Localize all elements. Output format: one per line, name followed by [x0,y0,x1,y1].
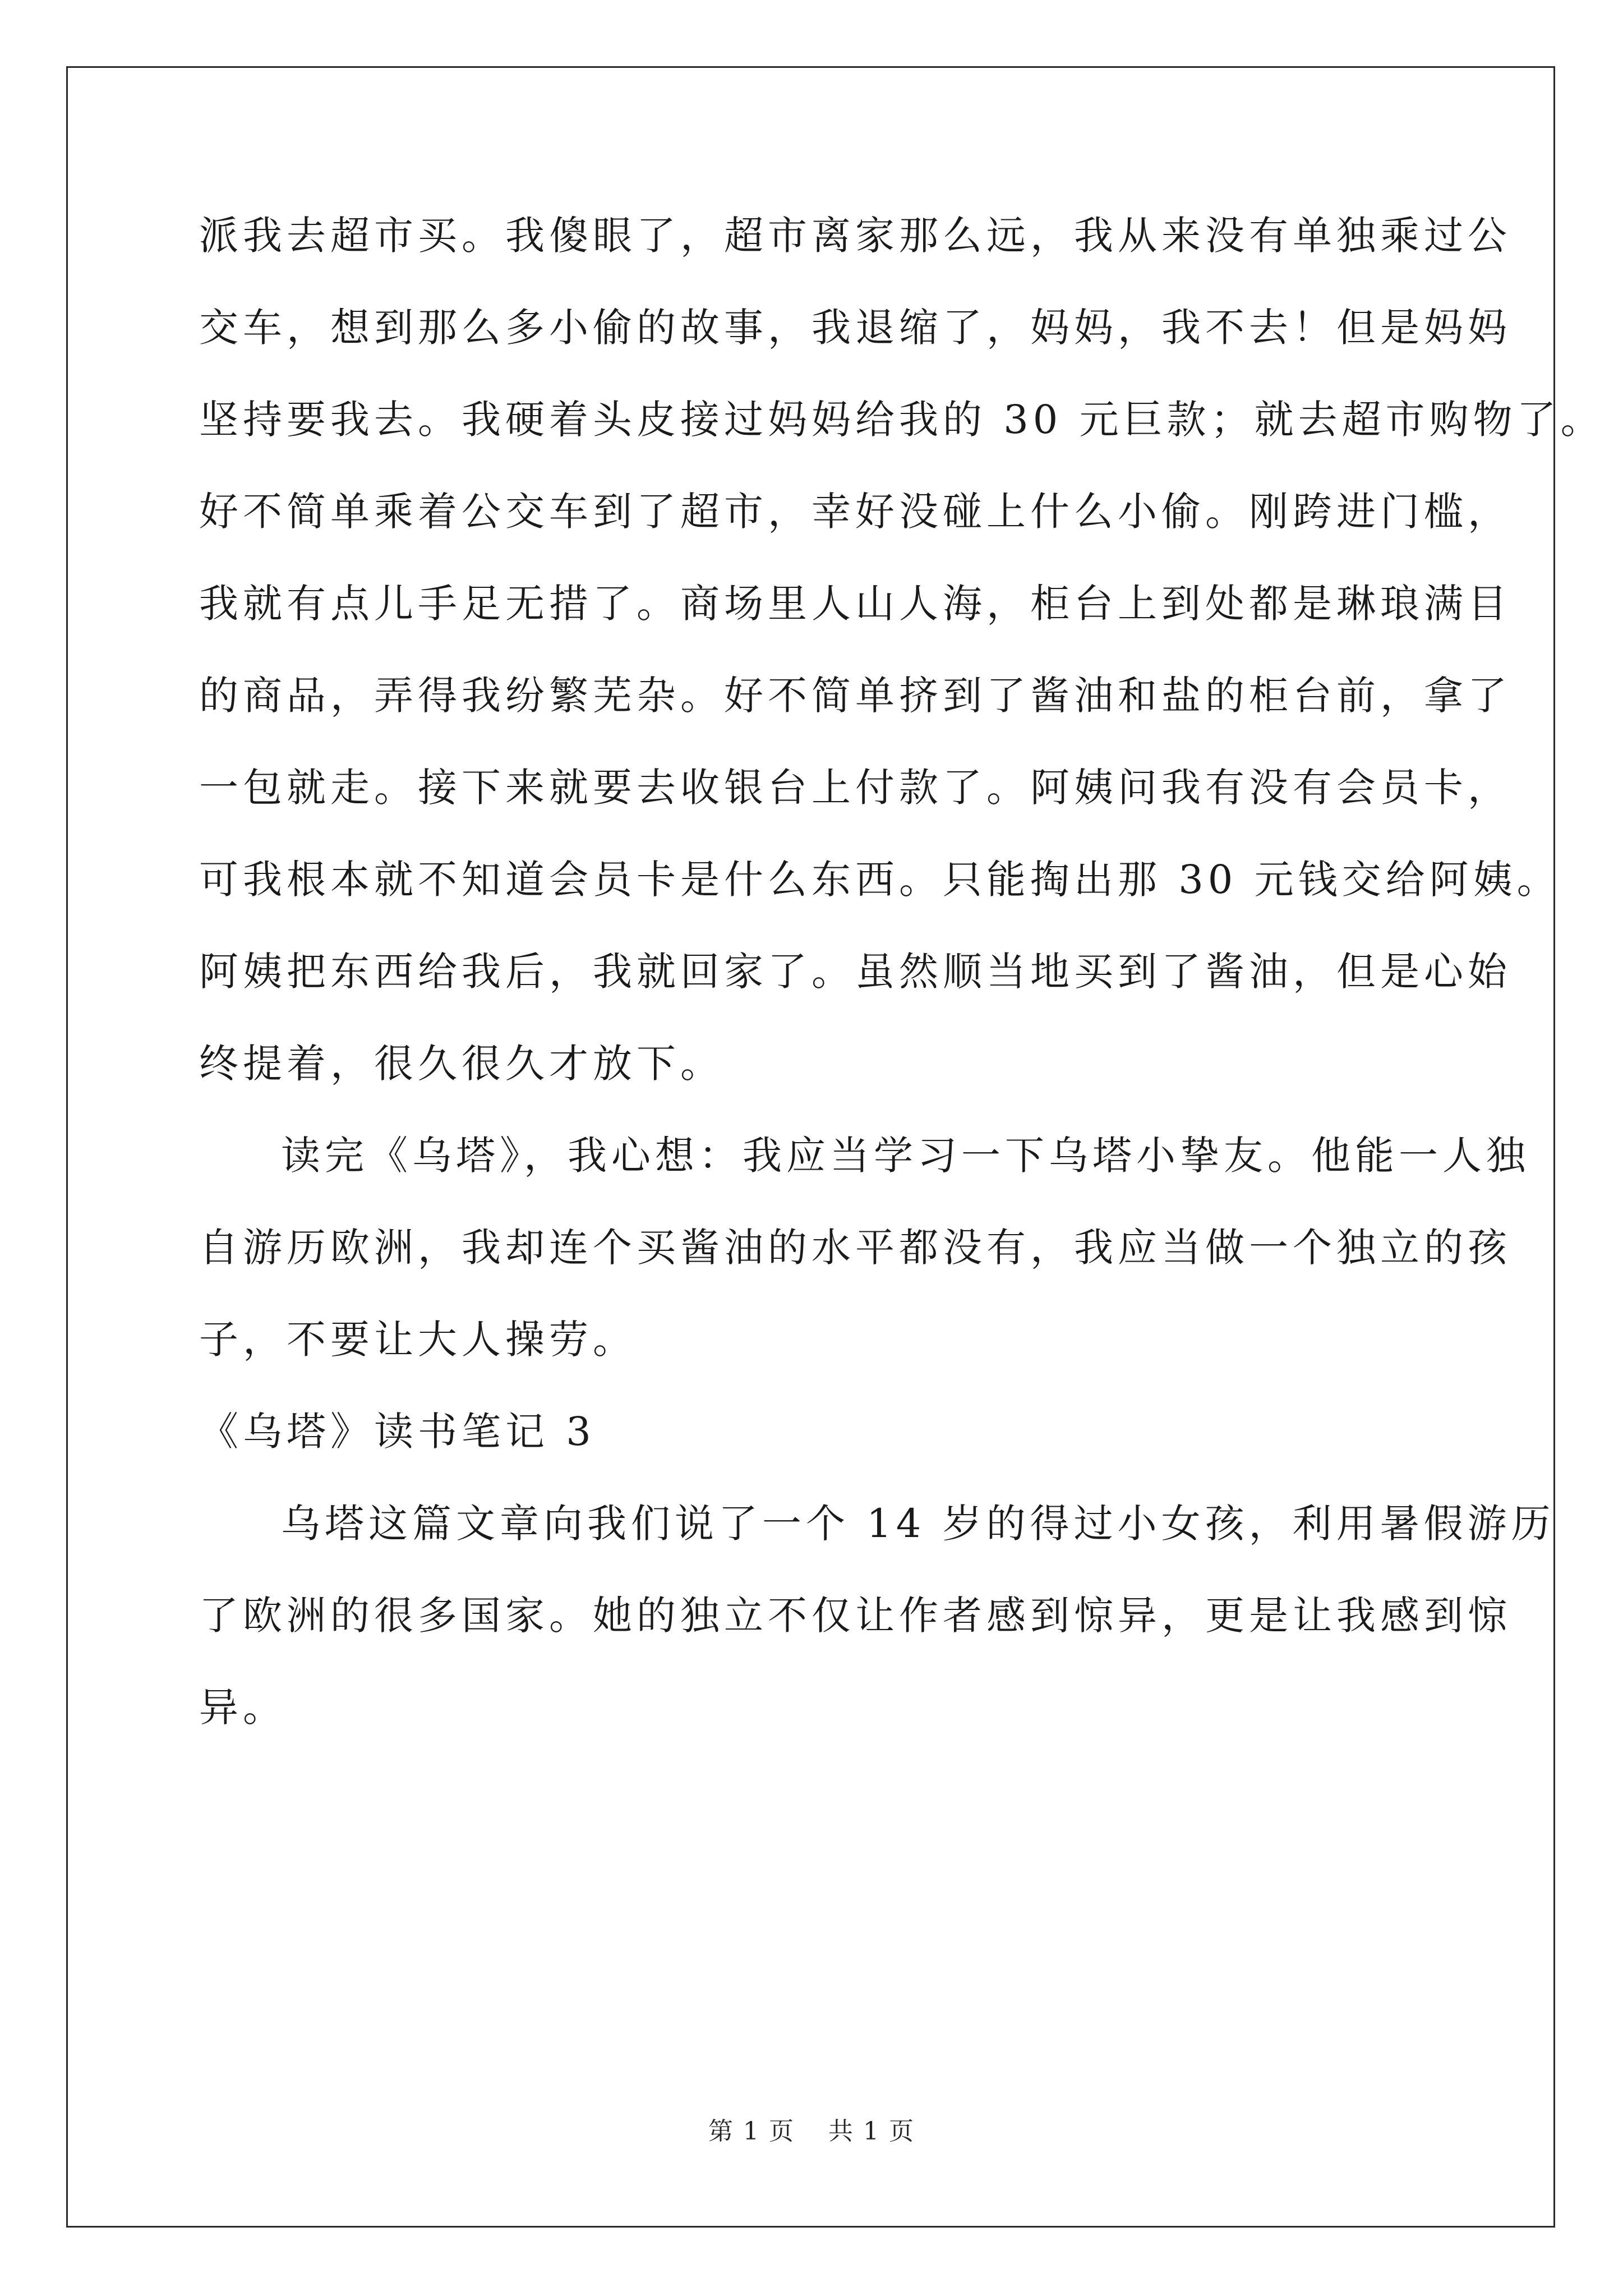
text-line-17: 异。 [199,1685,287,1731]
text-line-10: 终提着，很久很久才放下。 [199,1041,724,1087]
text-line-7: 一包就走。接下来就要去收银台上付款了。阿姨问我有没有会员卡， [199,765,1511,811]
text-line-8: 可我根本就不知道会员卡是什么东西。只能掏出那 30 元钱交给阿姨。 [199,857,1561,903]
text-line-5: 我就有点儿手足无措了。商场里人山人海，柜台上到处都是琳琅满目 [199,581,1511,627]
page-footer [0,2118,1623,2146]
text-line-15: 乌塔这篇文章向我们说了一个 14 岁的得过小女孩，利用暑假游历 [281,1501,1555,1547]
text-line-13: 子，不要让大人操劳。 [199,1317,637,1363]
text-line-9: 阿姨把东西给我后，我就回家了。虽然顺当地买到了酱油，但是心始 [199,949,1511,995]
text-line-1: 派我去超市买。我傻眼了，超市离家那么远，我从来没有单独乘过公 [199,213,1511,259]
page-number: 第 1 页 [708,2117,795,2146]
text-line-3: 坚持要我去。我硬着头皮接过妈妈给我的 30 元巨款；就去超市购物了。 [199,397,1604,443]
text-line-4: 好不简单乘着公交车到了超市，幸好没碰上什么小偷。刚跨进门槛， [199,489,1511,535]
text-line-6: 的商品，弄得我纷繁芜杂。好不简单挤到了酱油和盐的柜台前，拿了 [199,673,1511,719]
text-line-2: 交车，想到那么多小偷的故事，我退缩了，妈妈，我不去！但是妈妈 [199,305,1511,351]
text-line-16: 了欧洲的很多国家。她的独立不仅让作者感到惊异，更是让我感到惊 [199,1593,1511,1639]
section-heading: 《乌塔》读书笔记 3 [199,1409,596,1455]
text-line-12: 自游历欧洲，我却连个买酱油的水平都没有，我应当做一个独立的孩 [199,1225,1511,1271]
text-line-11: 读完《乌塔》，我心想：我应当学习一下乌塔小挚友。他能一人独 [281,1133,1530,1179]
page-total: 共 1 页 [828,2117,915,2146]
document-body [199,213,1604,1777]
